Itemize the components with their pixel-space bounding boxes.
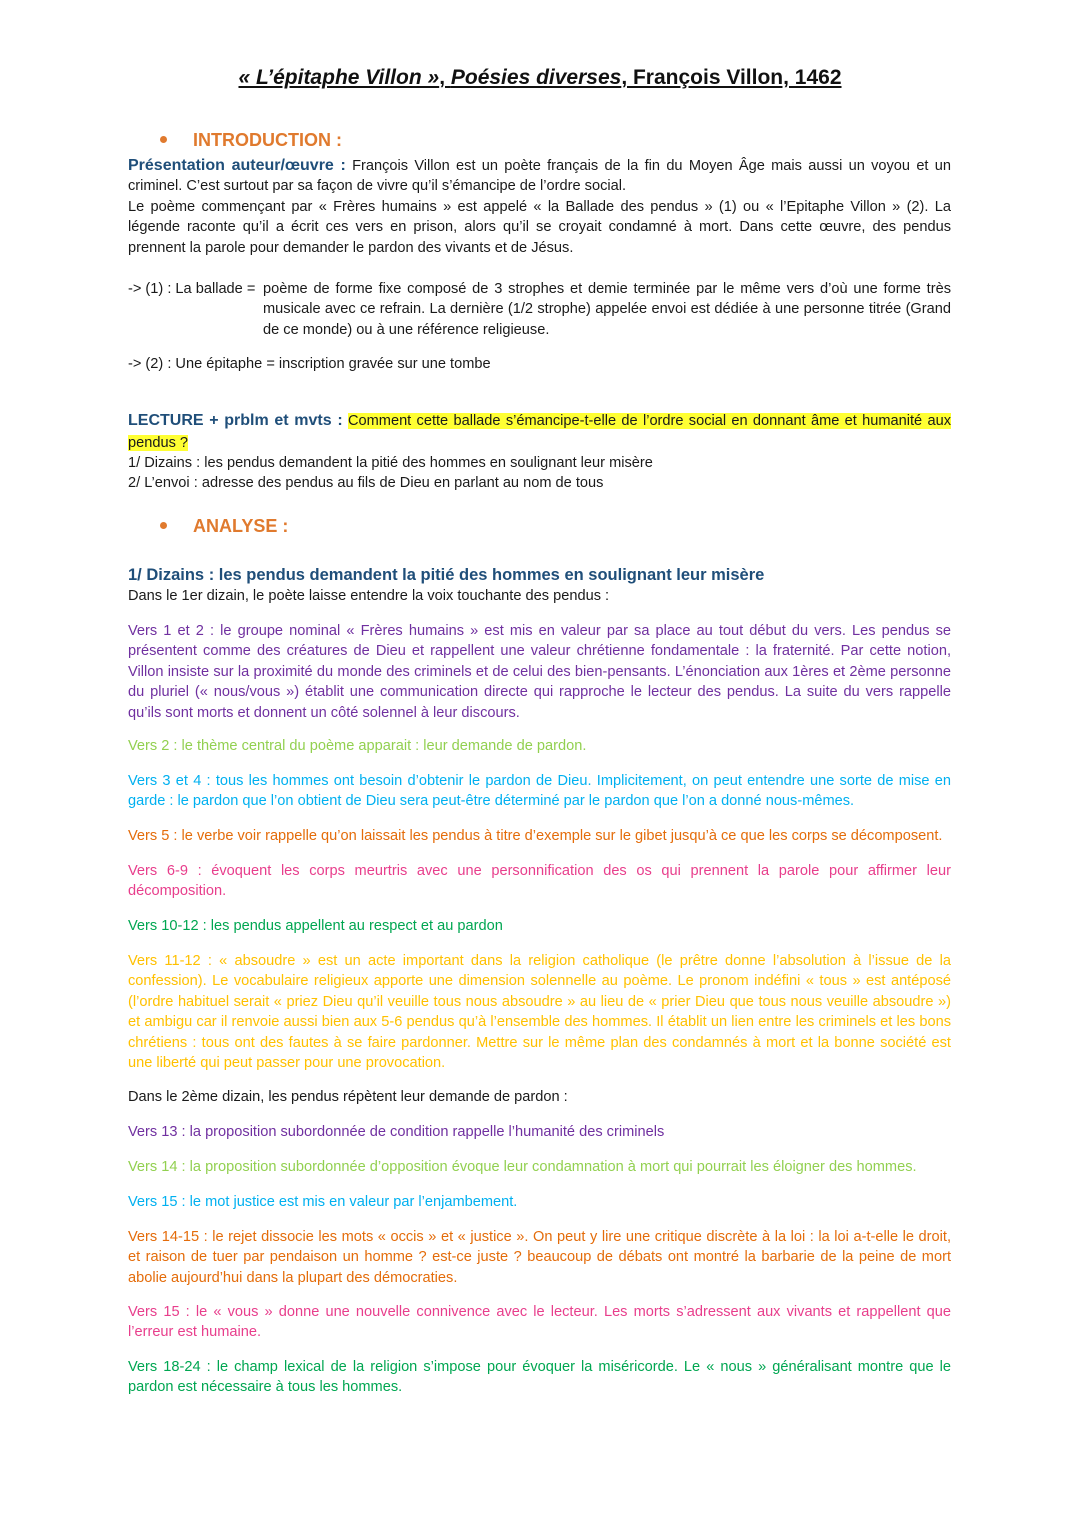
analysis-v15-enjambement: Vers 15 : le mot justice est mis en valeur par l’enjambement. bbox=[128, 1194, 518, 1210]
note-ballade-text: poème de forme fixe composé de 3 strophes et demie terminée par le même vers d’où une forme très musicale avec ce refrain. La dernière (1/2 strophe) appelée envoi est dédiée à une personne titrée (Grand de ce monde) ou à une référence religieuse. bbox=[263, 281, 951, 338]
analysis-v18-24: Vers 18-24 : le champ lexical de la religion s’impose pour évoquer la miséricorde. Le « nous » généralisant montre que le pardon est nécessaire à tous les hommes. bbox=[128, 1359, 951, 1396]
problematique-highlight: Comment cette ballade s’émancipe-t-elle de l’ordre social en donnant âme et humanité aux pendus ? bbox=[128, 413, 951, 451]
mouvement-2: 2/ L’envoi : adresse des pendus au fils de Dieu en parlant au nom de tous bbox=[128, 475, 604, 491]
title-separator: , bbox=[439, 66, 451, 89]
bullet-icon bbox=[160, 522, 167, 529]
presentation-paragraph bbox=[128, 156, 951, 197]
analysis-v1-2: Vers 1 et 2 : le groupe nominal « Frères humains » est mis en valeur par sa place au tout début du vers. Les pendus se présentent comme des créatures de Dieu et rappellent une valeur chrétienne fondamentale : la fraternité. Par cette notion, Villon insiste sur la proximité du monde des criminels et de celui des bien-pensants. L’énonciation aux 1ères et 2ème personne du pluriel (« nous/vous ») établit une communication directe qui rapproche le lecteur des pendus. La suite du vers rappelle qu’ils sont morts et donnent un côté solennel à leur discours. bbox=[128, 623, 951, 721]
analysis-v5: Vers 5 : le verbe voir rappelle qu’on laissait les pendus à titre d’exemple sur le gibet jusqu’à ce que les corps se décomposent. bbox=[128, 828, 943, 844]
title-author-date: , François Villon, 1462 bbox=[621, 66, 842, 89]
introduction-heading: INTRODUCTION : bbox=[160, 130, 342, 151]
part1-title: 1/ Dizains : les pendus demandent la pitié des hommes en soulignant leur misère bbox=[128, 566, 765, 584]
title-poem: « L’épitaphe Villon » bbox=[238, 66, 440, 89]
analysis-v3-4: Vers 3 et 4 : tous les hommes ont besoin d’obtenir le pardon de Dieu. Implicitement, on peut entendre une sorte de mise en garde : le pardon que l’on obtient de Dieu sera peut-être déterminé par le pardon que l’on a donné nous-mêmes. bbox=[128, 773, 951, 810]
analysis-v11-12: Vers 11-12 : « absoudre » est un acte important dans la religion catholique (le prêtre donne l’absolution à l’issue de la confession). Le vocabulaire religieux apporte une dimension solennelle au poème. Le pronom indéfini « tous » est antéposé (l’ordre habituel serait « priez Dieu qu’il veuille tous nous absoudre » au lieu de « prier Dieu que tous nous veuille absoudre ») et ambigu car il renvoie aussi bien aux 5-6 pendus qu’à l’ensemble des hommes. Il établit un lien entre les criminels et les bons chrétiens : tous ont des fautes à se faire pardonner. Mettre sur le même plan des condamnés à mort et la bonne société est une liberté qui peut passer pour une provocation. bbox=[128, 953, 951, 1072]
presentation-label: Présentation auteur/œuvre : bbox=[128, 157, 346, 174]
presentation-text: François Villon est un poète français de la fin du Moyen Âge mais aussi un voyou et un criminel. C’est surtout par sa façon de vivre qu’il s’émancipe de l’ordre social. bbox=[128, 158, 951, 195]
analysis-v6-9: Vers 6-9 : évoquent les corps meurtris avec une personnification des os qui prennent la parole pour affirmer leur décomposition. bbox=[128, 863, 951, 900]
note-ballade-label: -> (1) : La ballade = bbox=[128, 281, 256, 297]
analysis-v14: Vers 14 : la proposition subordonnée d’opposition évoque leur condamnation à mort qui pourrait les éloigner des hommes. bbox=[128, 1159, 917, 1175]
mouvement-1: 1/ Dizains : les pendus demandent la pitié des hommes en soulignant leur misère bbox=[128, 455, 653, 471]
bullet-icon bbox=[160, 136, 167, 143]
title-collection: Poésies diverses bbox=[450, 66, 622, 89]
dizain1-intro: Dans le 1er dizain, le poète laisse entendre la voix touchante des pendus : bbox=[128, 588, 610, 604]
analysis-v10-12: Vers 10-12 : les pendus appellent au respect et au pardon bbox=[128, 918, 503, 934]
intro-paragraph: Le poème commençant par « Frères humains » est appelé « la Ballade des pendus » (1) ou « l’Epitaphe Villon » (2). La légende raconte qu’il a écrit ces vers en prison, alors qu’il se croyait condamné à mort. Dans cette œuvre, des pendus prennent la parole pour demander le pardon des vivants et de Jésus. bbox=[128, 199, 951, 256]
analysis-v14-15: Vers 14-15 : le rejet dissocie les mots « occis » et « justice ». On peut y lire une critique discrète à la loi : la loi a-t-elle le droit, et raison de tuer par pendaison un homme ? est-ce juste ? beaucoup de débats ont montré la barbarie de la peine de mort abolie aujourd’hui dans la plupart des démocraties. bbox=[128, 1229, 951, 1286]
dizain2-intro: Dans le 2ème dizain, les pendus répètent leur demande de pardon : bbox=[128, 1089, 568, 1105]
analysis-v2: Vers 2 : le thème central du poème apparait : leur demande de pardon. bbox=[128, 738, 587, 754]
page-title bbox=[0, 66, 1080, 90]
analysis-v15-vous: Vers 15 : le « vous » donne une nouvelle connivence avec le lecteur. Les morts s’adressent aux vivants et rappellent que l’erreur est humaine. bbox=[128, 1304, 951, 1341]
analyse-heading: ANALYSE : bbox=[160, 516, 288, 537]
lecture-paragraph bbox=[128, 410, 951, 454]
analysis-v13: Vers 13 : la proposition subordonnée de condition rappelle l’humanité des criminels bbox=[128, 1124, 665, 1140]
note-epitaphe: -> (2) : Une épitaphe = inscription gravée sur une tombe bbox=[128, 356, 491, 372]
lecture-label: LECTURE + prblm et mvts : bbox=[128, 412, 343, 429]
